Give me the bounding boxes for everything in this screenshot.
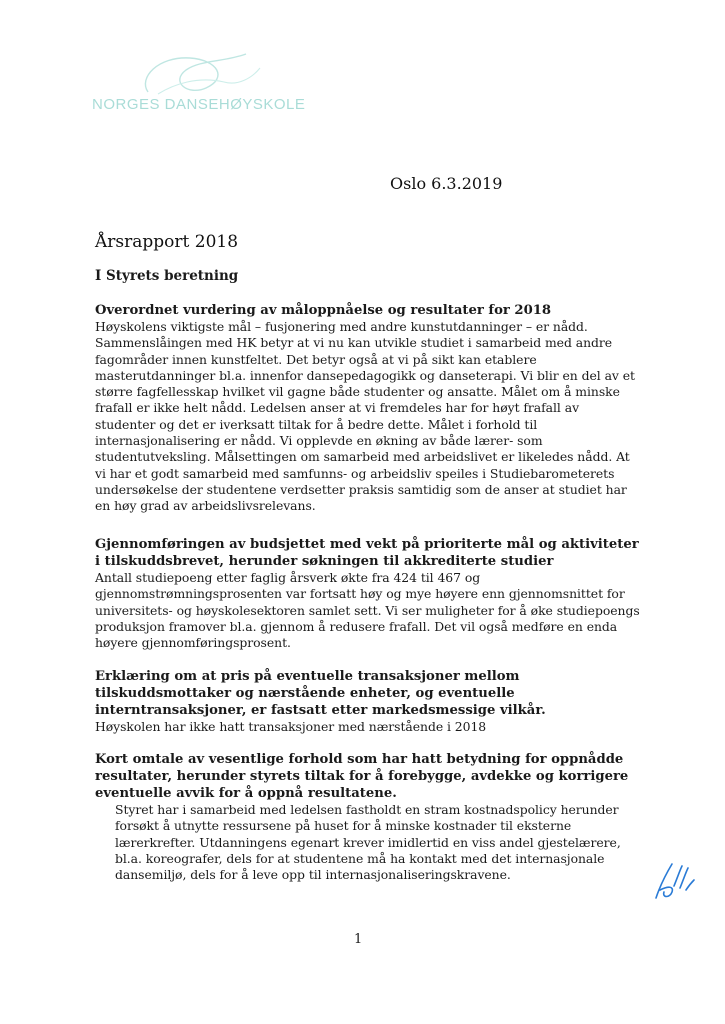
section-body: Høyskolen har ikke hatt transaksjoner med nærstående i 2018 bbox=[95, 719, 487, 734]
section-heading: Kort omtale av vesentlige forhold som har hatt betydning for oppnådde resultater, herunder styrets tiltak for å forebygge, avdekke og korrigere eventuelle avvik for å oppnå resultatene. bbox=[95, 752, 629, 801]
section-body: Styret har i samarbeid med ledelsen fastholdt en stram kostnadspolicy herunder forsøkt å utnytte ressursene på huset for å minske kostnader til eksterne lærerkrefter. Utdanningens egenart krever imidlertid en viss andel gjestelærere, bl.a. koreografer, dels for at studentene må ha kontakt med det internasjonale dansemiljø, dels for å leve opp til internasjonaliseringskravene. bbox=[115, 802, 621, 883]
handwritten-initials-icon bbox=[650, 856, 698, 904]
section-body: Høyskolens viktigste mål – fusjonering med andre kunstutdanninger – er nådd. Sammenslåingen med HK betyr at vi nu kan utvikle studiet i samarbeid med andre fagområder innen kunstfeltet. Det betyr også at vi på sikt kan etablere masterutdanninger bl.a. innenfor dansepedagogikk og danseterapi. Vi blir en del av et større fagfellesskap hvilket vil gagne både studenter og ansatte. Målet om å minske frafall er ikke helt nådd. Ledelsen anser at vi fremdeles har for høyt frafall av studenter og det er iverksatt tiltak for å bedre dette. Målet i forhold til internasjonalisering er nådd. Vi opplevde en økning av både lærer- som studentutveksling. Målsettingen om samarbeid med arbeidslivet er likeledes nådd. At vi har et godt samarbeid med samfunns- og arbeidsliv speiles i Studiebarometerets undersøkelse der studentene verdsetter praksis samtidig som de anser at studiet har en høy grad av arbeidslivsrelevans. bbox=[95, 319, 635, 514]
document-date: Oslo 6.3.2019 bbox=[390, 174, 503, 193]
logo-text: NORGES DANSEHØYSKOLE bbox=[92, 96, 306, 113]
section-transactions bbox=[95, 668, 643, 735]
school-logo bbox=[92, 48, 306, 118]
section-heading: Erklæring om at pris på eventuelle transaksjoner mellom tilskuddsmottaker og nærstående enheter, og eventuelle interntransaksjoner, er fastsatt etter markedsmessige vilkår. bbox=[95, 669, 546, 718]
document-subtitle: I Styrets beretning bbox=[95, 268, 239, 284]
swirl-logo-icon bbox=[128, 48, 268, 100]
section-heading: Gjennomføringen av budsjettet med vekt på prioriterte mål og aktiviteter i tilskuddsbrevet, herunder søkningen til akkrediterte studier bbox=[95, 537, 639, 569]
section-budget bbox=[95, 536, 643, 651]
page-number: 1 bbox=[354, 932, 363, 947]
section-key-factors bbox=[95, 751, 643, 883]
section-overall-assessment bbox=[95, 302, 643, 515]
section-heading: Overordnet vurdering av måloppnåelse og resultater for 2018 bbox=[95, 303, 552, 318]
section-body: Antall studiepoeng etter faglig årsverk økte fra 424 til 467 og gjennomstrømningsprosenten var fortsatt høy og mye høyere enn gjennomsnittet for universitets- og høyskolesektoren samlet sett. Vi ser muligheter for å øke studiepoengs produksjon framover bl.a. gjennom å redusere frafall. Det vil også medføre en enda høyere gjennomføringsprosent. bbox=[95, 570, 640, 651]
document-title: Årsrapport 2018 bbox=[95, 232, 239, 252]
